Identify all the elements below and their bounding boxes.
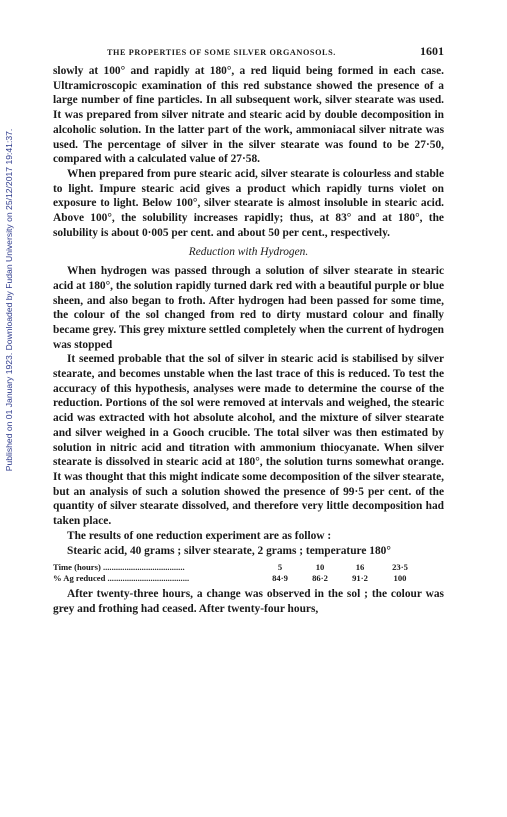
section-heading: Reduction with Hydrogen. [188, 246, 309, 259]
running-head: THE PROPERTIES OF SOME SILVER ORGANOSOLS. [107, 48, 336, 57]
paragraph-silver-stearate: When prepared from pure stearic acid, silver stearate is colourless and stable to light. Impure stearic acid gives a product which rapidly turns violet on exposure to light. Below 100°, silver stearate is almost insoluble in stearic acid. Above 100°, the solubility increases rapidly; thus, at 83° and at 180°, the solubility is about 0·005 per cent. and about 50 per cent., respectively. [53, 167, 444, 239]
download-watermark [2, 90, 16, 510]
table-cell: 5 [277, 562, 283, 573]
table-cell: 16 [355, 562, 365, 573]
table-row-ag-reduced [53, 573, 444, 584]
table-cell: 100 [393, 573, 407, 584]
table-cell: 91·2 [352, 573, 368, 584]
row-label: % Ag reduced ...................................... [53, 573, 190, 584]
row-label: Time (hours) ...................................... [53, 562, 185, 573]
table-cell: 84·9 [272, 573, 288, 584]
table-cell: 23·5 [392, 562, 408, 573]
table-row-time [53, 562, 444, 573]
paragraph-continuation: slowly at 100° and rapidly at 180°, a red liquid being formed in each case. Ultramicroscopic examination of this red substance showed the presence of a large number of fine particles. In all subsequent work, silver stearate was used. It was prepared from silver nitrate and stearic acid by double decomposition in alcoholic solution. In the latter part of the work, ammoniacal silver nitrate was used. The percentage of silver in the silver stearate was found to be 27·50, compared with a calculated value of 27·58. [53, 65, 444, 166]
page-number: 1601 [420, 44, 444, 58]
paragraph-results-intro: The results of one reduction experiment are as follow : [67, 529, 332, 542]
page-header [53, 44, 444, 62]
paragraph-observation: After twenty-three hours, a change was observed in the sol ; the colour was grey and frothing had ceased. After twenty-four hours, [53, 588, 444, 615]
results-table [53, 562, 444, 584]
page-body [53, 44, 444, 617]
paragraph-conditions: Stearic acid, 40 grams ; silver stearate, 2 grams ; temperature 180° [67, 544, 391, 557]
download-watermark-text: Published on 01 January 1923. Downloaded by Fudan University on 25/12/2017 19:41:37. [4, 128, 14, 472]
table-cell: 10 [315, 562, 325, 573]
table-cell: 86·2 [312, 573, 328, 584]
paragraph-hypothesis: It seemed probable that the sol of silver in stearic acid is stabilised by silver stearate, and becomes unstable when the last trace of this is reduced. To test the accuracy of this hypothesis, analyses were made to determine the course of the reduction. Portions of the sol were removed at intervals and weighed, the stearic acid was extracted with hot absolute alcohol, and the mixture of silver stearate and silver weighed in a Gooch crucible. The total silver was then estimated by solution in nitric acid and titration with ammonium thiocyanate. When silver stearate is dissolved in stearic acid at 180°, the solution turns somewhat orange. It was thought that this might indicate some decomposition of the silver stearate, but an analysis of such a solution showed the presence of 99·5 per cent. of the quantity of silver stearate dissolved, and therefore very little decomposition had taken place. [53, 353, 444, 528]
paragraph-hydrogen: When hydrogen was passed through a solution of silver stearate in stearic acid at 180°, the solution rapidly turned dark red with a beautiful purple or blue sheen, and also began to froth. After hydrogen had been passed for some time, the colour of the sol changed from red to dirty mustard colour and finally became grey. This grey mixture settled completely when the current of hydrogen was stopped [53, 265, 444, 351]
